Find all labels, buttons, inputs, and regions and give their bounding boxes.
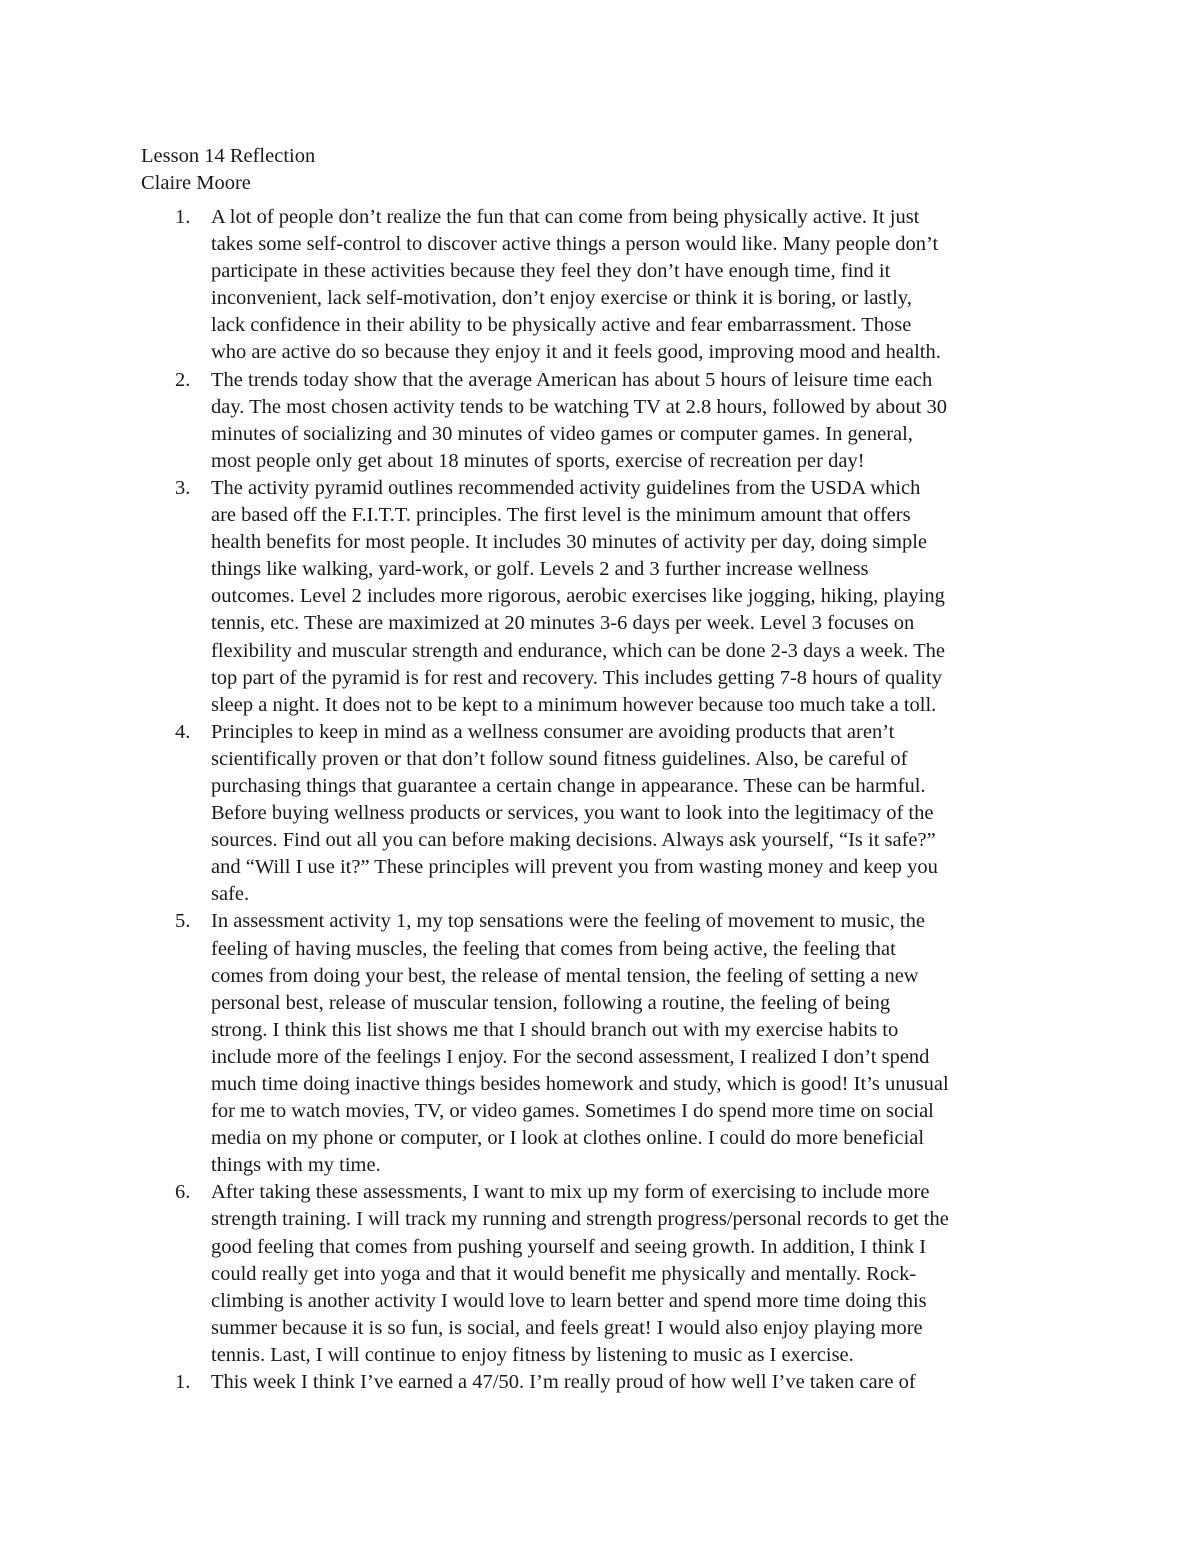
list-item [0,719,1061,909]
list-item-text-line: much time doing inactive things besides homework and study, which is good! It’s unusual [211,1073,949,1095]
list-item-text-line: things like walking, yard-work, or golf. Levels 2 and 3 further increase wellness [211,558,869,581]
list-item-text-line: could really get into yoga and that it would benefit me physically and mentally. Rock- [211,1262,917,1285]
list-item-text-line: inconvenient, lack self-motivation, don’t enjoy exercise or think it is boring, or lastly, [211,287,912,310]
list-item-text-line: purchasing things that guarantee a certain change in appearance. These can be harmful. [211,774,926,797]
list-item-text-line: day. The most chosen activity tends to be watching TV at 2.8 hours, followed by about 30 [211,395,947,418]
list-item [0,204,1061,367]
list-item-text-line: flexibility and muscular strength and endurance, which can be done 2-3 days a week. The [211,639,945,662]
list-item-text-line: This week I think I’ve earned a 47/50. I’m really proud of how well I’ve taken care of [211,1371,916,1394]
document-title: Lesson 14 Reflection [141,145,316,167]
list-item-text-line: After taking these assessments, I want to mix up my form of exercising to include more [211,1181,930,1204]
list-item-text-line: participate in these activities because they feel they don’t have enough time, find it [211,260,891,283]
list-item [0,908,1061,1179]
document-author: Claire Moore [141,172,251,195]
list-item [0,1369,1061,1396]
list-item-text-line: Principles to keep in mind as a wellness consumer are avoiding products that aren’t [211,720,895,743]
list-item-text-line: strength training. I will track my running and strength progress/personal records to get the [211,1208,949,1231]
list-item-text-line: tennis. Last, I will continue to enjoy fitness by listening to music as I exercise. [211,1343,854,1366]
list-item-text-line: comes from doing your best, the release of mental tension, the feeling of setting a new [211,964,919,987]
list-item-text-line: scientifically proven or that don’t follow sound fitness guidelines. Also, be careful of [211,747,908,770]
list-item-text-line: lack confidence in their ability to be physically active and fear embarrassment. Those [211,314,912,337]
document-heading [141,143,1071,197]
list-item-text-line: sources. Find out all you can before making decisions. Always ask yourself, “Is it safe?” [211,829,936,852]
list-item-number: 3. [175,476,191,499]
list-item-text-line: In assessment activity 1, my top sensations were the feeling of movement to music, the [211,910,925,933]
list-item-text-line: outcomes. Level 2 includes more rigorous, aerobic exercises like jogging, hiking, playing [211,585,945,608]
list-item-text-line: strong. I think this list shows me that I should branch out with my exercise habits to [211,1018,899,1041]
list-item-text-line: minutes of socializing and 30 minutes of video games or computer games. In general, [211,422,913,445]
list-item-number: 4. [175,720,191,743]
numbered-list [0,204,1200,1396]
list-item-text-line: Before buying wellness products or services, you want to look into the legitimacy of the [211,802,934,825]
list-item-text-line: A lot of people don’t realize the fun that can come from being physically active. It just [211,206,920,228]
list-item-text-line: personal best, release of muscular tension, following a routine, the feeling of being [211,991,891,1014]
list-item-text-line: most people only get about 18 minutes of sports, exercise of recreation per day! [211,449,865,472]
list-item-number: 6. [175,1181,191,1204]
list-item-text-line: top part of the pyramid is for rest and recovery. This includes getting 7-8 hours of quality [211,666,942,689]
list-item-number: 1. [175,1371,191,1394]
list-item-text-line: good feeling that comes from pushing yourself and seeing growth. In addition, I think I [211,1235,927,1258]
list-item-number: 1. [175,206,191,228]
list-item-number: 2. [175,368,191,391]
list-item-text-line: summer because it is so fun, is social, and feels great! I would also enjoy playing more [211,1316,923,1339]
list-item-text-line: and “Will I use it?” These principles will prevent you from wasting money and keep you [211,856,938,879]
list-item-text-line: The activity pyramid outlines recommended activity guidelines from the USDA which [211,476,921,499]
list-item [0,1179,1061,1369]
list-item-text-line: include more of the feelings I enjoy. For the second assessment, I realized I don’t spend [211,1045,930,1068]
list-item-text-line: The trends today show that the average American has about 5 hours of leisure time each [211,368,933,391]
list-item [0,475,1061,719]
list-item [0,367,1061,475]
list-item-text-line: sleep a night. It does not to be kept to a minimum however because too much take a toll. [211,693,937,716]
list-item-text-line: media on my phone or computer, or I look at clothes online. I could do more beneficial [211,1127,925,1150]
list-item-text-line: are based off the F.I.T.T. principles. The first level is the minimum amount that offers [211,504,911,527]
list-item-text-line: for me to watch movies, TV, or video games. Sometimes I do spend more time on social [211,1100,934,1123]
list-item-text-line: climbing is another activity I would love to learn better and spend more time doing this [211,1289,927,1312]
list-item-text-line: tennis, etc. These are maximized at 20 minutes 3-6 days per week. Level 3 focuses on [211,612,915,635]
list-item-text-line: health benefits for most people. It includes 30 minutes of activity per day, doing simple [211,531,928,554]
list-item-text-line: takes some self-control to discover active things a person would like. Many people don’t [211,233,939,256]
list-item-text-line: feeling of having muscles, the feeling that comes from being active, the feeling that [211,937,896,960]
list-item-text-line: safe. [211,883,250,906]
list-item-text-line: things with my time. [211,1154,381,1177]
list-item-text-line: who are active do so because they enjoy it and it feels good, improving mood and health. [211,341,941,364]
list-item-number: 5. [175,910,191,933]
